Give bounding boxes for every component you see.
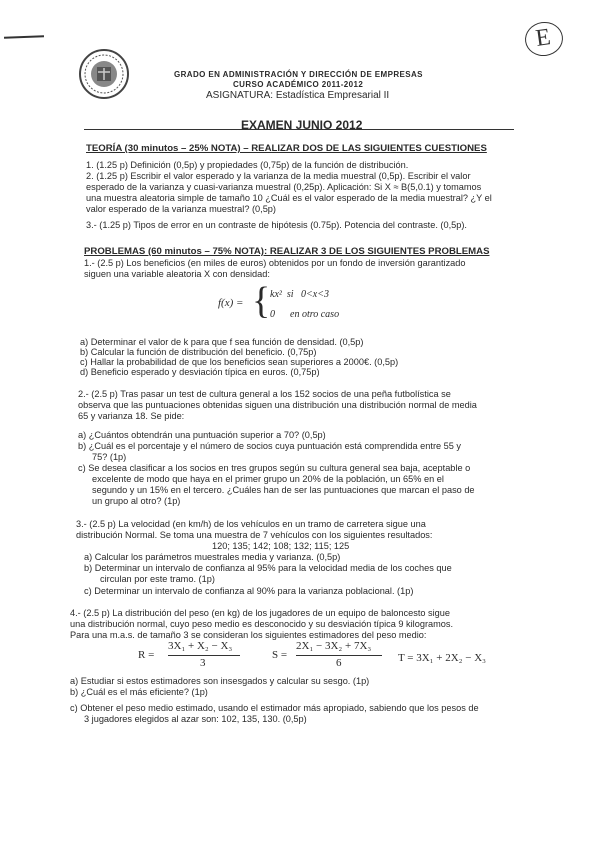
problems-heading: PROBLEMAS (60 minutos – 75% NOTA): REALIZAR 3 DE LOS SIGUIENTES PROBLEMAS [84,246,490,257]
problem3-part-a: a) Calcular los parámetros muestrales media y varianza. (0,5p) [84,552,341,562]
problem2-line: 2.- (2.5 p) Tras pasar un test de cultura general a los 152 socios de una peña futbolística se [78,389,451,399]
theory-q3: 3.- (1.25 p) Tipos de error en un contraste de hipótesis (0.75p). Potencia del contraste. (0,5p). [86,220,467,230]
problem1-line: 1.- (2.5 p) Los beneficios (en miles de euros) obtenidos por un fondo de inversión garantizado [84,258,466,268]
problem4-part-b: b) ¿Cuál es el más eficiente? (1p) [70,687,208,697]
problem3-line: 3.- (2.5 p) La velocidad (en km/h) de los vehículos en un tramo de carretera sigue una [76,519,426,529]
density-function-lhs: f(x) = [218,297,244,309]
theory-q2-line: valor esperado de la varianza muestral? (0,5p) [86,204,276,214]
theory-q1: 1. (1.25 p) Definición (0,5p) y propiedades (0,75p) de la función de distribución. [86,160,409,170]
theory-q2-line: una muestra aleatoria simple de tamaño 10 ¿Cuál es el valor esperado de la media muestral? ¿Y el [86,193,492,203]
problem2-line: 65 y varianza 18. Se pide: [78,411,185,421]
problem2-part-b: b) ¿Cuál es el porcentaje y el número de socios cuya puntuación está comprendida entre 55 y [78,441,462,451]
problem4-line: una distribución normal, cuyo peso medio es desconocido y su desviación típica 9 kilogramos. [70,619,454,629]
estimator-t: T = 3X₁ + 2X₂ − X₃ [398,652,486,664]
density-case-2: 0 en otro caso [270,309,340,320]
theory-heading: TEORÍA (30 minutos – 25% NOTA) – REALIZAR DOS DE LAS SIGUIENTES CUESTIONES [86,143,487,154]
problem4-line: Para una m.a.s. de tamaño 3 se consideran los siguientes estimadores del peso medio: [70,630,427,640]
course-year: CURSO ACADÉMICO 2011-2012 [233,80,364,89]
problem2-part-b-cont: 75? (1p) [92,452,127,462]
margin-pen-mark [4,35,44,38]
problem2-part-a: a) ¿Cuántos obtendrán una puntuación superior a 70? (0,5p) [78,430,326,440]
problem4-part-a: a) Estudiar si estos estimadores son insesgados y calcular su sesgo. (1p) [70,676,370,686]
problem3-line: distribución Normal. Se toma una muestra de 7 vehículos con los siguientes resultados: [76,530,433,540]
problem2-part-c: c) Se desea clasificar a los socios en tres grupos según su cultura general sea baja, aceptable o [78,463,471,473]
problem4-part-c-cont: 3 jugadores elegidos al azar son: 102, 135, 130. (0,5p) [84,714,307,724]
problem1-line: siguen una variable aleatoria X con densidad: [84,269,270,279]
problem3-values: 120; 135; 142; 108; 132; 115; 125 [212,541,350,551]
estimator-r-denominator: 3 [200,657,206,669]
exam-title: EXAMEN JUNIO 2012 [241,118,363,132]
theory-q2-line: 2. (1.25 p) Escribir el valor esperado y la varianza de la media muestral (0,5p). Escribir el valor [86,171,471,181]
estimator-r-fraction-bar [168,655,240,656]
exam-version-mark [523,20,565,59]
university-seal-icon [78,48,130,100]
problem1-part-c: c) Hallar la probabilidad de que los beneficios sean superiores a 2000€. (0,5p) [80,357,399,367]
problem1-part-d: d) Beneficio esperado y desviación típica en euros. (0,75p) [80,367,320,377]
problem3-part-b-cont: circulan por este tramo. (1p) [100,574,215,584]
estimator-s-numerator: 2X₁ − 3X₂ + 7X₃ [296,640,372,652]
problem2-part-c-cont: un grupo al otro? (1p) [92,496,181,506]
estimator-s-lhs: S = [272,649,288,661]
problem2-part-c-cont: segundo y un 15% en el tercero. ¿Cuáles han de ser las puntuaciones que marcan el paso de [92,485,475,495]
problem2-part-c-cont: excelente de modo que haya en el primer grupo un 20% de la población, un 65% en el [92,474,444,484]
problem4-line: 4.- (2.5 p) La distribución del peso (en kg) de los jugadores de un equipo de baloncesto sigue [70,608,450,618]
degree-name: GRADO EN ADMINISTRACIÓN Y DIRECCIÓN DE EMPRESAS [174,70,423,79]
estimator-r-numerator: 3X₁ + X₂ − X₃ [168,640,233,652]
problem4-part-c: c) Obtener el peso medio estimado, usando el estimador más apropiado, sabiendo que los pesos de [70,703,479,713]
problem1-part-a: a) Determinar el valor de k para que f sea función de densidad. (0,5p) [80,337,364,347]
estimator-r-lhs: R = [138,649,155,661]
density-brace: { [252,280,271,322]
problem3-part-b: b) Determinar un intervalo de confianza al 95% para la velocidad media de los coches que [84,563,452,573]
problem3-part-c: c) Determinar un intervalo de confianza al 90% para la varianza poblacional. (1p) [84,586,414,596]
problem1-part-b: b) Calcular la función de distribución del beneficio. (0,75p) [80,347,317,357]
subject-name: ASIGNATURA: Estadística Empresarial II [206,90,390,101]
theory-q2-line: esperado de la varianza y cuasi-varianza muestral (0,25p). Aplicación: Si X ≈ B(5,0.1) y tomamos [86,182,482,192]
density-case-1: kx² si 0<x<3 [270,289,329,300]
estimator-s-fraction-bar [296,655,382,656]
estimator-s-denominator: 6 [336,657,342,669]
problem2-line: observa que las puntuaciones obtenidas siguen una distribución una distribución normal de media [78,400,477,410]
exam-version-letter: E [534,24,553,52]
